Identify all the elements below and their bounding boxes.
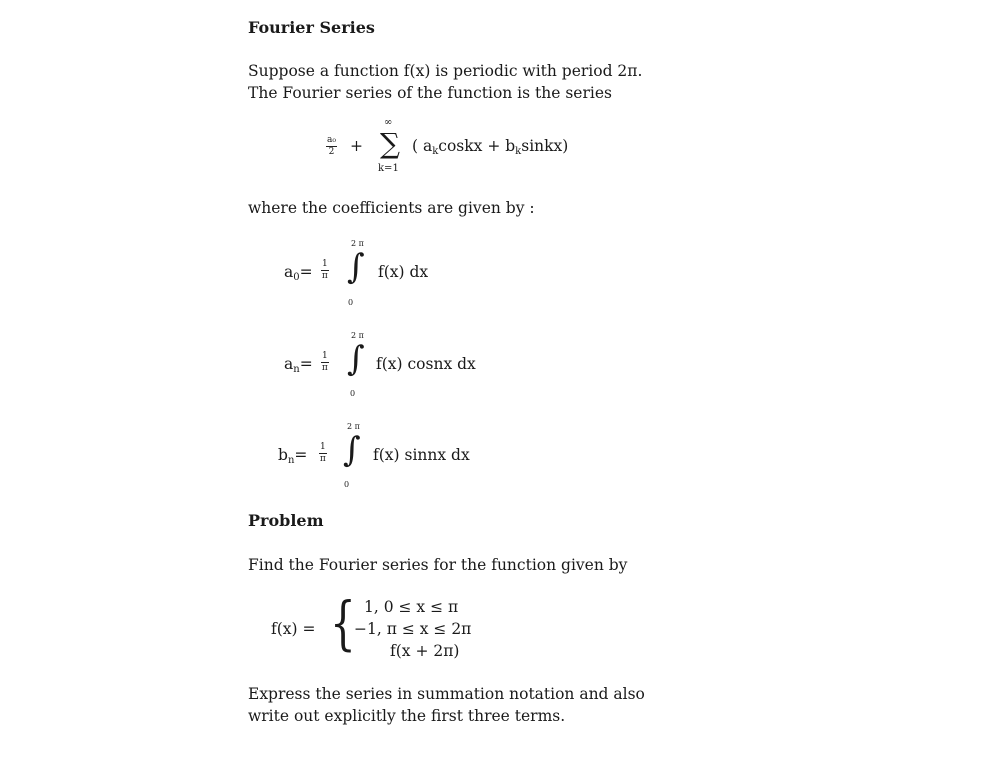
coeff-a0-lhs: $a_0=$ (284, 263, 313, 283)
problem-heading: Problem (248, 511, 324, 530)
piecewise-lhs: f(x) = (271, 620, 316, 638)
coeff-a0-lower: 0 (348, 298, 354, 307)
coeff-an-fraction: $\frac{1}{\pi}$ (321, 351, 328, 373)
sum-upper-limit: ∞ (384, 117, 393, 128)
coefficients-intro: where the coefficients are given by : (248, 199, 535, 217)
page-title: Fourier Series (248, 18, 375, 37)
coeff-bn-lower: 0 (344, 480, 350, 489)
coeff-bn-upper: 2 π (347, 422, 360, 431)
closing-line-1: Express the series in summation notation and also (248, 685, 645, 703)
summation-symbol: ∑ (380, 127, 400, 160)
left-brace: { (330, 589, 356, 657)
series-term: ( $a_kcoskx$ + $b_ksinkx$) (412, 137, 569, 157)
intro-line-1: Suppose a function f(x) is periodic with period 2π. (248, 62, 643, 80)
coeff-bn-fraction: $\frac{1}{\pi}$ (319, 442, 326, 464)
coeff-an-upper: 2 π (351, 331, 364, 340)
coeff-a0-fraction: $\frac{1}{\pi}$ (321, 259, 328, 281)
integral-icon: ∫ (347, 339, 365, 379)
integral-icon: ∫ (347, 247, 365, 287)
case-1: 1, 0 ≤ x ≤ π (364, 598, 459, 616)
coeff-a0-integrand: f(x) dx (378, 263, 429, 281)
closing-line-2: write out explicitly the first three terms. (248, 707, 566, 725)
coeff-an-integrand: f(x) cosnx dx (376, 355, 476, 373)
series-fraction: $\frac{\text{a₀}}{2}$ (327, 135, 336, 157)
sum-lower-limit: k=1 (378, 163, 399, 174)
integral-icon: ∫ (343, 430, 361, 470)
coeff-an-lower: 0 (350, 389, 356, 398)
intro-line-2: The Fourier series of the function is the series (248, 84, 612, 102)
case-3: f(x + 2π) (390, 642, 460, 660)
series-plus: + (350, 137, 363, 155)
coeff-an-lhs: $a_n=$ (284, 355, 313, 375)
problem-statement: Find the Fourier series for the function given by (248, 556, 628, 574)
coeff-bn-integrand: f(x) sinnx dx (373, 446, 470, 464)
coeff-bn-lhs: $b_n=$ (278, 446, 308, 466)
coeff-a0-upper: 2 π (351, 239, 364, 248)
case-2: −1, π ≤ x ≤ 2π (354, 620, 472, 638)
